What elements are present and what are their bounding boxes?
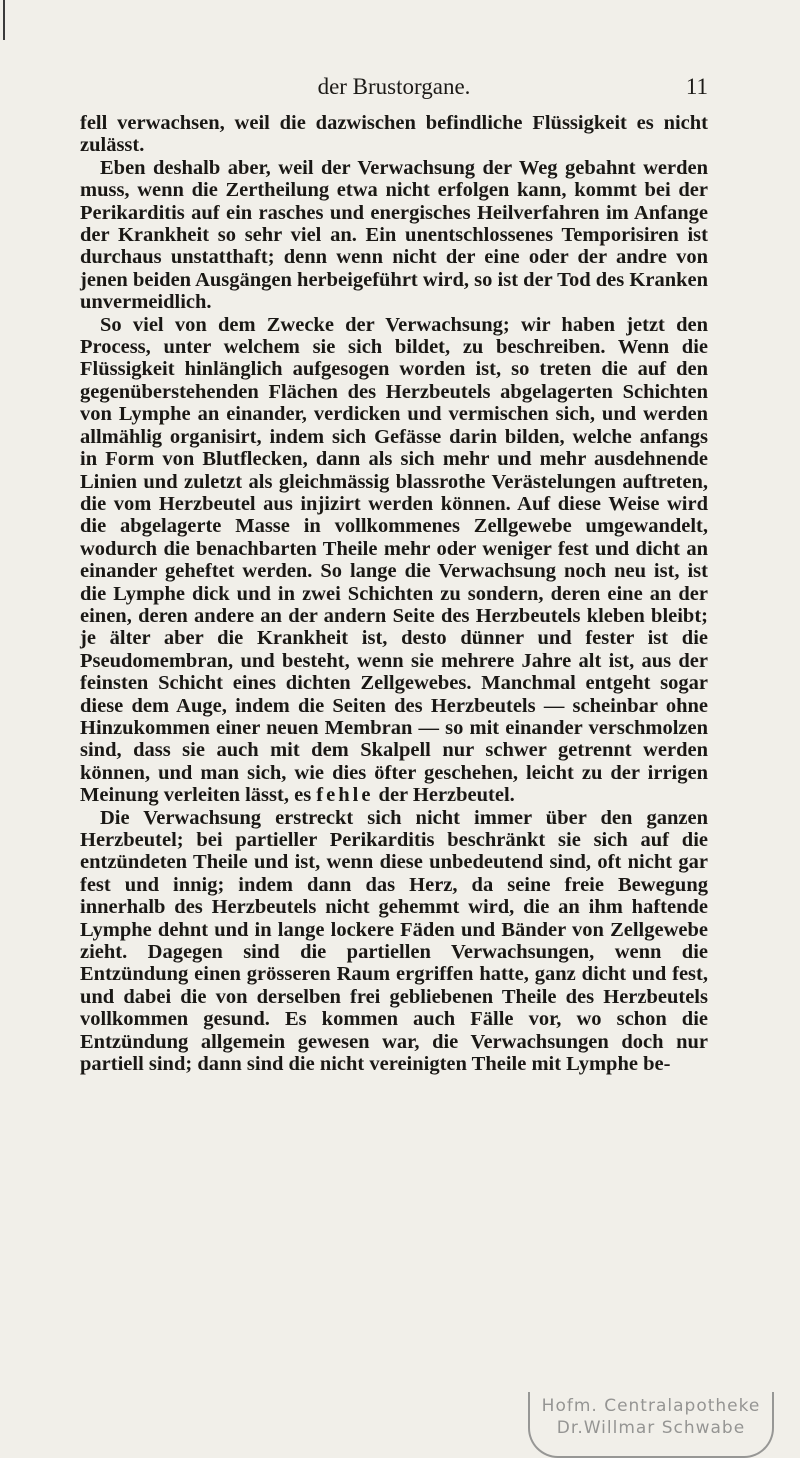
paragraph-2: Eben deshalb aber, weil der Verwachsung der Weg gebahnt werden muss, wenn die Zertheilung etwa nicht erfolgen kann, kommt bei der Perikarditis auf ein rasches und energisches Heilverfahren im Anfange der Krankheit so sehr viel an. Ein unentschlossenes Temporisiren ist durchaus unstatthaft; denn wenn nicht der eine oder der andre von jenen beiden Ausgängen herbeigeführt wird, so ist der Tod des Kranken unvermeidlich. <box>80 156 708 314</box>
page-edge-rule <box>3 0 5 40</box>
paragraph-3 <box>80 314 708 807</box>
paragraph-1: fell verwachsen, weil die dazwischen befindliche Flüssigkeit es nicht zulässt. <box>80 112 708 157</box>
page-number: 11 <box>685 74 708 99</box>
page-header <box>80 74 708 102</box>
stamp-line-2: Dr.Willmar Schwabe <box>556 1418 746 1438</box>
paragraph-3-tail: der Herzbeutel. <box>378 784 515 807</box>
paragraph-3-text: So viel von dem Zwecke der Verwachsung; wir haben jetzt den Process, unter welchem sie sich bildet, zu beschreiben. Wenn die Flüssigkeit hinlänglich aufgesogen worden ist, so treten die auf den gegenüberstehenden Flächen des Herzbeutels abgelagerten Schichten von Lymphe an einander, verdicken und vermischen sich, und werden allmählig organisirt, indem sich Gefässe darin bilden, welche anfangs in Form von Blutflecken, dann als sich mehr und mehr ausdehnende Linien und zuletzt als gleichmässig blassrothe Verästelungen auftreten, die vom Herzbeutel aus injizirt werden können. Auf diese Weise wird die abgelagerte Masse in vollkommenes Zellgewebe umgewandelt, wodurch die benachbarten Theile mehr oder weniger fest und dicht an einander geheftet werden. So lange die Verwachsung noch neu ist, ist die Lymphe dick und in zwei Schichten zu sondern, deren eine an der einen, deren andere an der andern Seite des Herzbeutels kleben bleibt; je älter aber die Krankheit ist, desto dünner und fester ist die Pseudomembran, und besteht, wenn sie mehrere Jahre alt ist, aus der feinsten Schicht eines dichten Zellgewebes. Manchmal entgeht sogar diese dem Auge, indem die Seiten des Herzbeutels — scheinbar ohne Hinzukommen einer neuen Membran — so mit einander verschmolzen sind, dass sie auch mit dem Skalpell nur schwer getrennt werden können, und man sich, wie dies öfter geschehen, leicht zu der irrigen Meinung verleiten lässt, es <box>80 313 708 807</box>
library-stamp <box>528 1392 774 1458</box>
body-text <box>80 112 708 1075</box>
stamp-line-1: Hofm. Centralapotheke <box>541 1396 761 1416</box>
paragraph-4: Die Verwachsung erstreckt sich nicht immer über den ganzen Herzbeutel; bei partieller Perikarditis beschränkt sie sich auf die entzündeten Theile und ist, wenn diese unbedeutend sind, oft nicht gar fest und innig; indem dann das Herz, da seine freie Bewegung innerhalb des Herzbeutels nicht gehemmt wird, die an ihm haftende Lymphe dehnt und in lange lockere Fäden und Bänder von Zellgewebe zieht. Dagegen sind die partiellen Verwachsungen, wenn die Entzündung einen grösseren Raum ergriffen hatte, ganz dicht und fest, und dabei die von derselben frei gebliebenen Theile des Herzbeutels vollkommen gesund. Es kommen auch Fälle vor, wo schon die Entzündung allgemein gewesen war, die Verwachsungen doch nur partiell sind; dann sind die nicht vereinigten Theile mit Lymphe be- <box>80 806 708 1076</box>
running-title: der Brustorgane. <box>317 74 471 99</box>
emphasized-word: fehle <box>316 784 374 807</box>
